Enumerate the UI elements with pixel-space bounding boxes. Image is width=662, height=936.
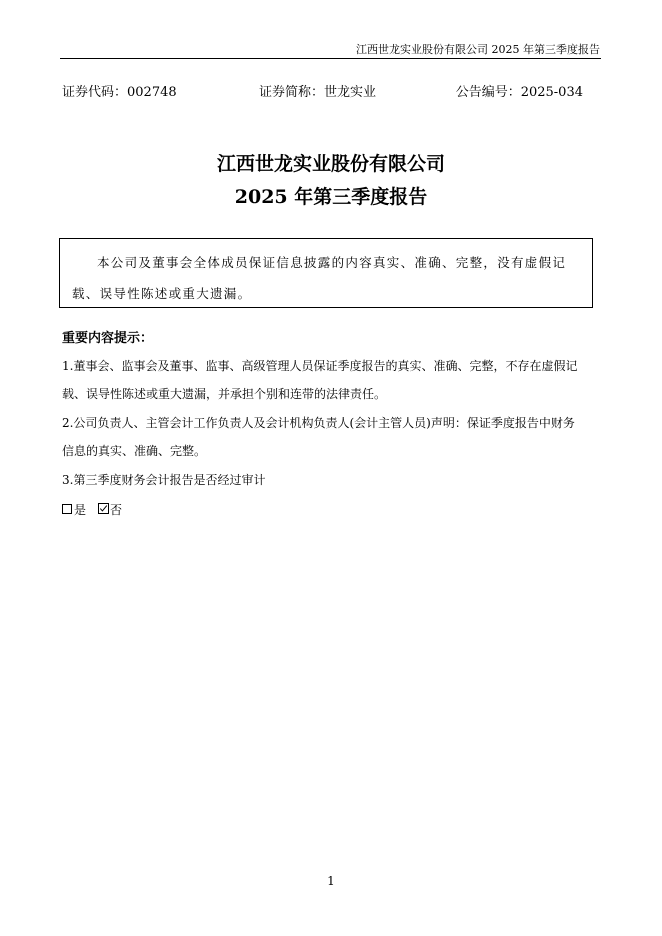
- option-no-label: 否: [110, 503, 123, 517]
- note-item: 1.董事会、监事会及董事、监事、高级管理人员保证季度报告的真实、准确、完整，不存在虚假记载、误导性陈述或重大遗漏，并承担个别和连带的法律责任。: [62, 359, 578, 401]
- disclosure-statement: 本公司及董事会全体成员保证信息披露的内容真实、准确、完整，没有虚假记载、误导性陈述或重大遗漏。: [59, 238, 593, 308]
- important-notes-heading: 重要内容提示：: [62, 331, 154, 346]
- audit-options: [62, 501, 122, 518]
- announcement-number: 公告编号：2025-034: [455, 85, 583, 100]
- company-title: 江西世龙实业股份有限公司: [216, 153, 445, 175]
- note-item: 3.第三季度财务会计报告是否经过审计: [62, 473, 266, 487]
- stock-abbreviation: 证券简称：世龙实业: [259, 85, 377, 100]
- header-divider: [60, 58, 601, 59]
- option-yes-label: 是: [74, 503, 87, 517]
- empty-checkbox-icon: [62, 504, 72, 514]
- note-item: 2.公司负责人、主管会计工作负责人及会计机构负责人(会计主管人员)声明：保证季度报告中财务信息的真实、准确、完整。: [62, 416, 575, 458]
- document-meta: [62, 81, 583, 99]
- checked-checkbox-icon: [98, 503, 109, 514]
- stock-code: 证券代码：002748: [62, 85, 177, 100]
- running-header: 江西世龙实业股份有限公司 2025 年第三季度报告: [356, 43, 600, 56]
- report-title: 2025 年第三季度报告: [234, 186, 428, 208]
- page-number: 1: [327, 874, 335, 888]
